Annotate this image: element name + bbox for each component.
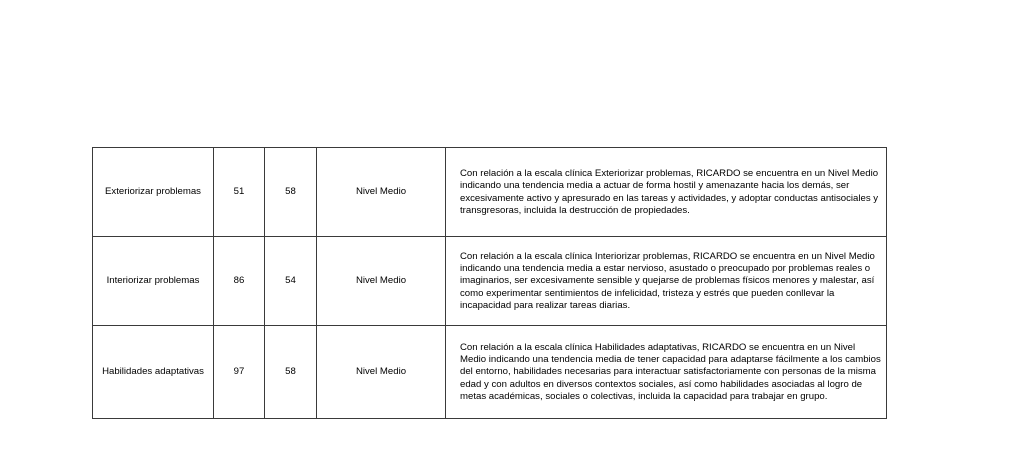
scale-name: Habilidades adaptativas xyxy=(93,326,214,419)
score-value-1: 86 xyxy=(214,237,265,326)
scale-name: Exteriorizar problemas xyxy=(93,148,214,237)
results-table xyxy=(92,147,887,419)
score-value-2: 58 xyxy=(265,326,317,419)
scale-name: Interiorizar problemas xyxy=(93,237,214,326)
score-value-1: 97 xyxy=(214,326,265,419)
level-label: Nivel Medio xyxy=(317,237,446,326)
score-value-2: 54 xyxy=(265,237,317,326)
description-text: Con relación a la escala clínica Habilidades adaptativas, RICARDO se encuentra en un Nivel Medio indicando una tendencia media de tener capacidad para adaptarse fácilmente a los cambios del entorno, habilidades necesarias para interactuar satisfactoriamente con personas de la misma edad y con adultos en diversos contextos sociales, así como habilidades asociadas al logro de metas académicas, sociales o colectivas, incluida la capacidad para trabajar en grupo. xyxy=(446,326,887,419)
score-value-2: 58 xyxy=(265,148,317,237)
description-text: Con relación a la escala clínica Exteriorizar problemas, RICARDO se encuentra en un Nivel Medio indicando una tendencia media a actuar de forma hostil y amenazante hacia los demás, ser excesivamente activo y apresurado en las tareas y actividades, y adoptar conductas antisociales y transgresoras, incluida la destrucción de propiedades. xyxy=(446,148,887,237)
level-label: Nivel Medio xyxy=(317,326,446,419)
score-value-1: 51 xyxy=(214,148,265,237)
table-row xyxy=(93,237,887,326)
description-text: Con relación a la escala clínica Interiorizar problemas, RICARDO se encuentra en un Nivel Medio indicando una tendencia media a estar nervioso, asustado o preocupado por problemas reales o imaginarios, ser excesivamente sensible y quejarse de problemas físicos menores y malestar, así como experimentar sentimientos de infelicidad, tristeza y estrés que pueden conllevar la incapacidad para realizar tareas diarias. xyxy=(446,237,887,326)
level-label: Nivel Medio xyxy=(317,148,446,237)
table-row xyxy=(93,326,887,419)
table-row xyxy=(93,148,887,237)
